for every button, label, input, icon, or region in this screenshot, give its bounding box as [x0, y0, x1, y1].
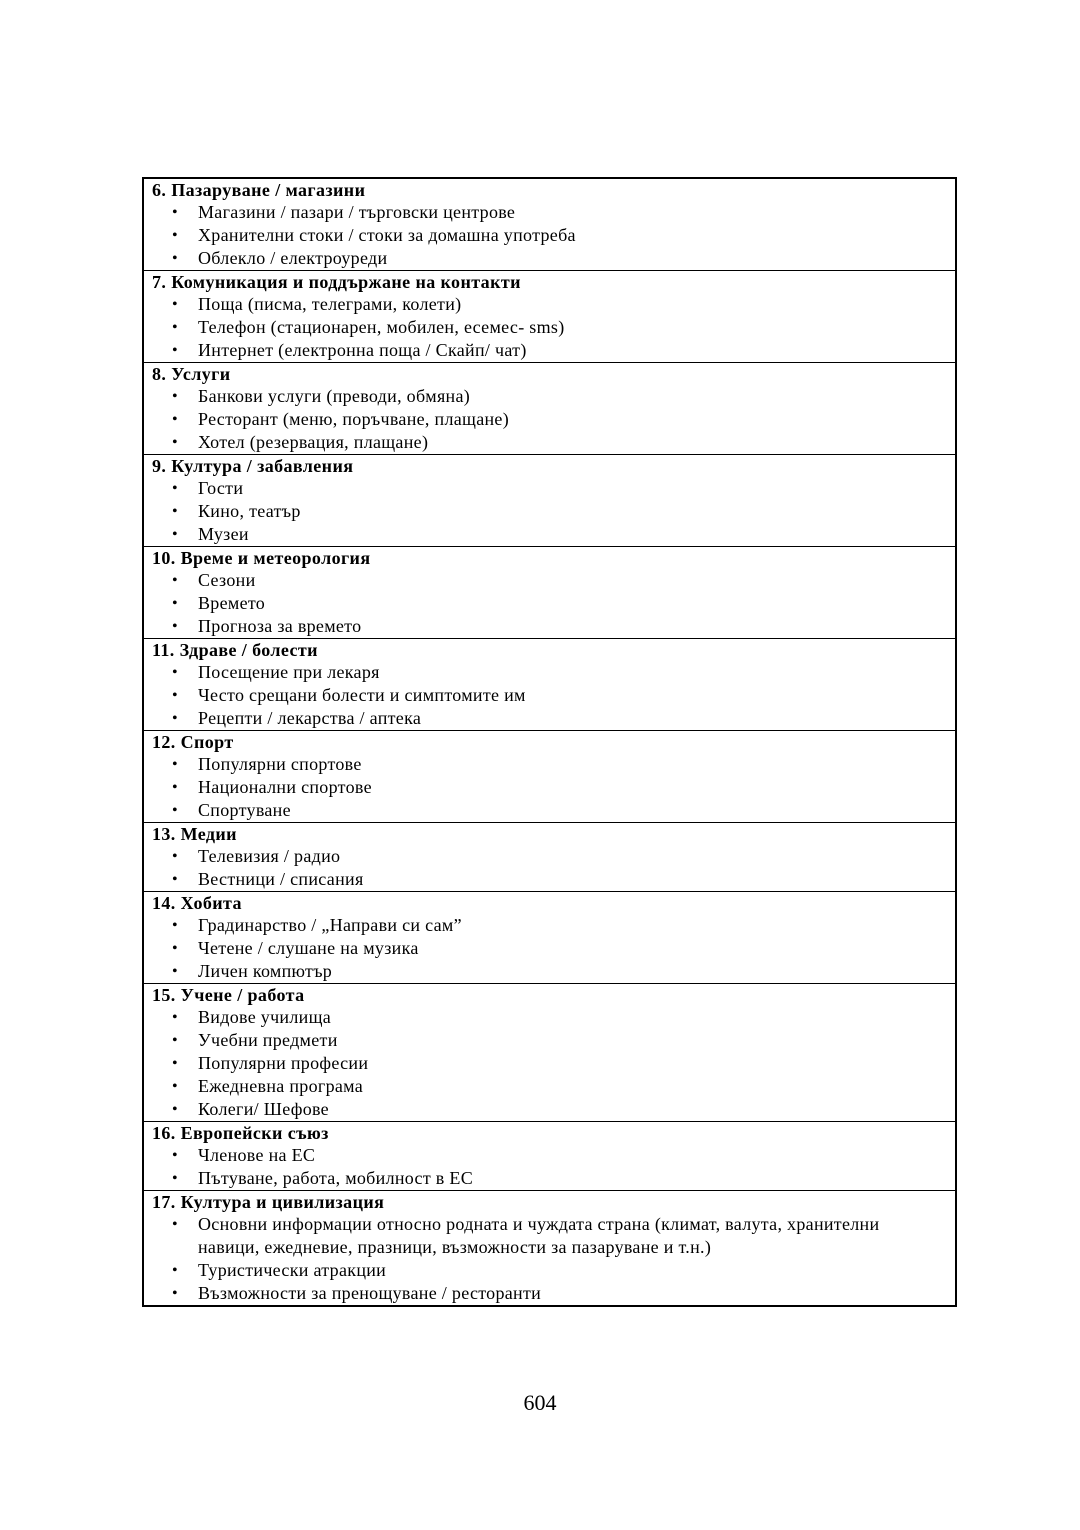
topic-section	[144, 984, 955, 1122]
list-item: • Колеги/ Шефове	[144, 1098, 955, 1121]
topic-list	[144, 477, 955, 546]
page-number: 604	[523, 1390, 557, 1415]
section-title: 16. Европейски съюз	[152, 1123, 329, 1143]
list-item: • Посещение при лекаря	[144, 661, 955, 684]
list-item: • Гости	[144, 477, 955, 500]
list-item: • Спортуване	[144, 799, 955, 822]
topic-list	[144, 753, 955, 822]
list-item: • Учебни предмети	[144, 1029, 955, 1052]
topic-section	[144, 271, 955, 363]
list-item: • Телевизия / радио	[144, 845, 955, 868]
list-item: • Членове на ЕС	[144, 1144, 955, 1167]
list-item: • Видове училища	[144, 1006, 955, 1029]
topic-section	[144, 179, 955, 271]
section-title: 17. Култура и цивилизация	[152, 1192, 385, 1212]
list-item: • Рецепти / лекарства / аптека	[144, 707, 955, 730]
topic-section	[144, 639, 955, 731]
list-item: • Телефон (стационарен, мобилен, есемес- sms)	[144, 316, 955, 339]
list-item: • Четене / слушане на музика	[144, 937, 955, 960]
section-title: 10. Време и метеорология	[152, 548, 371, 568]
topic-list	[144, 1006, 955, 1121]
topic-list	[144, 201, 955, 270]
section-title: 15. Учене / работа	[152, 985, 305, 1005]
list-item: • Кино, театър	[144, 500, 955, 523]
topic-list	[144, 1213, 955, 1305]
list-item: • Популярни спортове	[144, 753, 955, 776]
topic-section	[144, 823, 955, 892]
section-title: 13. Медии	[152, 824, 237, 844]
section-title: 9. Култура / забавления	[152, 456, 354, 476]
topic-section	[144, 455, 955, 547]
list-item: • Градинарство / „Направи си сам”	[144, 914, 955, 937]
topic-list	[144, 385, 955, 454]
list-item: • Популярни професии	[144, 1052, 955, 1075]
topic-list	[144, 293, 955, 362]
list-item: • Личен компютър	[144, 960, 955, 983]
section-title: 6. Пазаруване / магазини	[152, 180, 366, 200]
list-item: • Интернет (електронна поща / Скайп/ чат)	[144, 339, 955, 362]
list-item: • Хранителни стоки / стоки за домашна употреба	[144, 224, 955, 247]
list-item: • Сезони	[144, 569, 955, 592]
list-item: • Ресторант (меню, поръчване, плащане)	[144, 408, 955, 431]
topic-list	[144, 914, 955, 983]
list-item: • Национални спортове	[144, 776, 955, 799]
list-item: • Поща (писма, телеграми, колети)	[144, 293, 955, 316]
section-title: 12. Спорт	[152, 732, 234, 752]
list-item: • Хотел (резервация, плащане)	[144, 431, 955, 454]
topic-section	[144, 547, 955, 639]
topic-section	[144, 731, 955, 823]
list-item: • Музеи	[144, 523, 955, 546]
list-item: • Възможности за пренощуване / ресторанти	[144, 1282, 955, 1305]
list-item: • Прогноза за времето	[144, 615, 955, 638]
section-title: 8. Услуги	[152, 364, 231, 384]
list-item: • Основни информации относно родната и чуждата страна (климат, валута, хранителни навици, ежедневие, празници, възможности за пазаруване и т.н.)	[144, 1213, 955, 1259]
list-item: • Облекло / електроуреди	[144, 247, 955, 270]
section-title: 14. Хобита	[152, 893, 242, 913]
list-item: • Туристически атракции	[144, 1259, 955, 1282]
list-item: • Времето	[144, 592, 955, 615]
section-title: 7. Комуникация и поддържане на контакти	[152, 272, 521, 292]
topics-table	[142, 177, 957, 1307]
list-item: • Пътуване, работа, мобилност в ЕС	[144, 1167, 955, 1190]
topic-list	[144, 569, 955, 638]
topic-section	[144, 1191, 955, 1305]
topic-list	[144, 845, 955, 891]
topic-section	[144, 1122, 955, 1191]
topic-list	[144, 1144, 955, 1190]
section-title: 11. Здраве / болести	[152, 640, 318, 660]
list-item: • Вестници / списания	[144, 868, 955, 891]
topic-section	[144, 363, 955, 455]
list-item: • Ежедневна програма	[144, 1075, 955, 1098]
topic-section	[144, 892, 955, 984]
list-item: • Магазини / пазари / търговски центрове	[144, 201, 955, 224]
list-item: • Често срещани болести и симптомите им	[144, 684, 955, 707]
list-item: • Банкови услуги (преводи, обмяна)	[144, 385, 955, 408]
topic-list	[144, 661, 955, 730]
